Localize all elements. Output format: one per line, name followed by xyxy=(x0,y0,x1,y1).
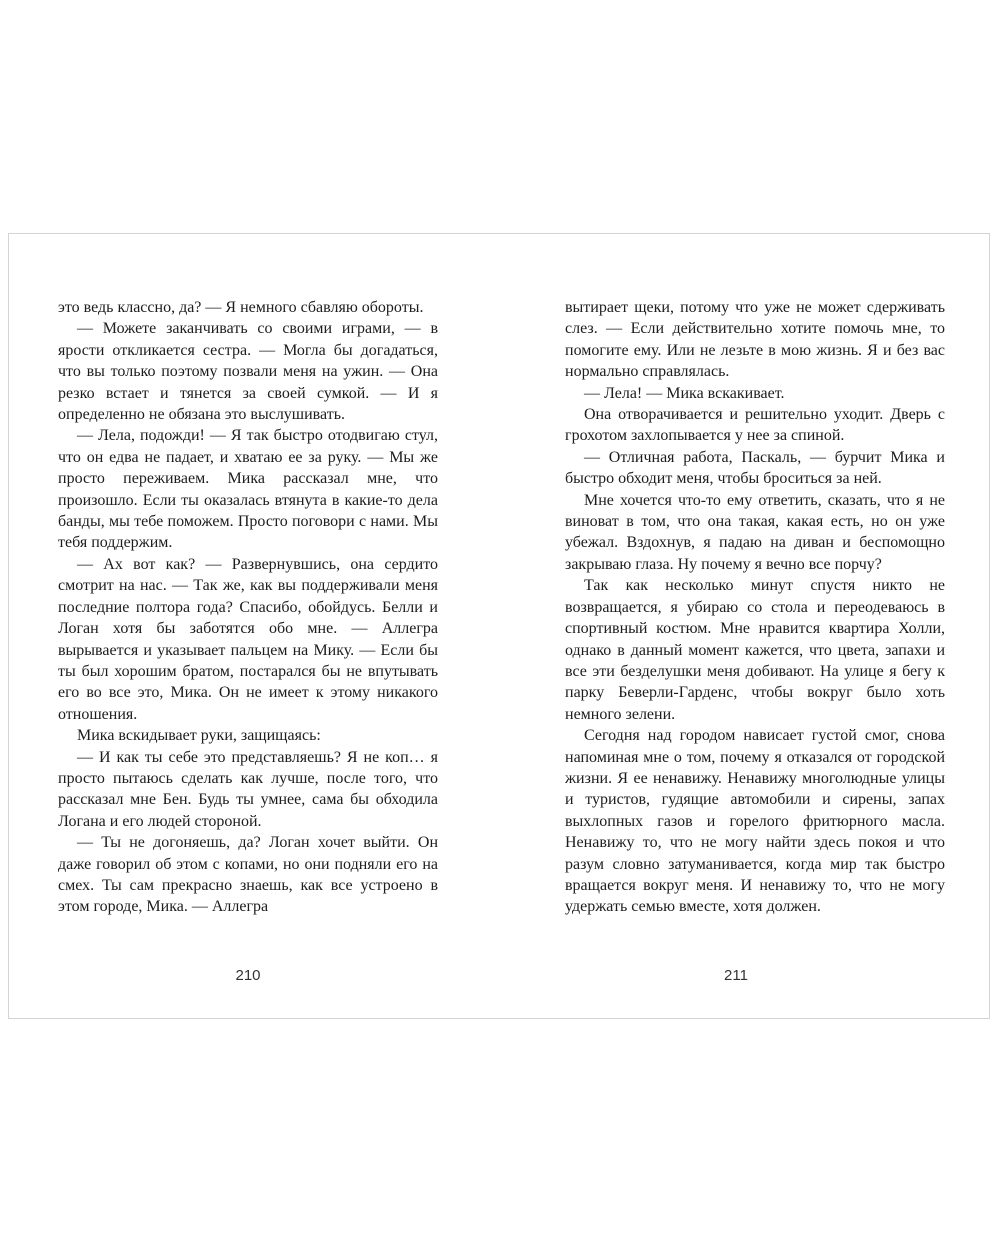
page-number-left: 210 xyxy=(235,967,261,984)
paragraph: — Лела! — Мика вскакивает. xyxy=(584,384,785,402)
left-page xyxy=(58,297,438,918)
paragraph: Мика вскидывает руки, защищаясь: xyxy=(77,727,321,745)
paragraph: вытирает щеки, потому что уже не может сдерживать слез. — Если действительно хотите помочь мне, то помогите ему. Или не лезьте в мою жизнь. Я и без вас нормально справлялась. xyxy=(565,299,945,381)
right-page xyxy=(565,297,945,918)
paragraph: — Ах вот как? — Развернувшись, она сердито смотрит на нас. — Так же, как вы поддерживали меня последние полтора года? Спасибо, обойдусь. Белли и Логан хотя бы заботятся обо мне. — Аллегра вырывается и указывает пальцем на Мику. — Если бы ты был хорошим братом, постарался бы не впутывать его во все это, Мика. Он не имеет к этому никакого отношения. xyxy=(58,555,438,723)
page-number-right: 211 xyxy=(724,967,748,984)
paragraph: это ведь классно, да? — Я немного сбавляю обороты. xyxy=(58,299,424,316)
paragraph: Так как несколько минут спустя никто не возвращается, я убираю со стола и переодеваюсь в спортивный костюм. Мне нравится квартира Холли, однако в данный момент кажется, что цвета, запахи и все эти безделушки меня добивают. На улице я бегу к парку Беверли-Гарденс, чтобы вокруг было хоть немного зелени. xyxy=(565,577,945,723)
paragraph: — Ты не догоняешь, да? Логан хочет выйти. Он даже говорил об этом с копами, но они подняли его на смех. Ты сам прекрасно знаешь, как все устроено в этом городе, Мика. — Аллегра xyxy=(58,834,438,916)
paragraph: — И как ты себе это представляешь? Я не коп… я просто пытаюсь сделать как лучше, после того, что рассказал мне Бен. Будь ты умнее, сама бы обходила Логана и его людей стороной. xyxy=(58,748,438,830)
book-spread xyxy=(8,233,990,1019)
paragraph: — Отличная работа, Паскаль, — бурчит Мика и быстро обходит меня, чтобы броситься за ней. xyxy=(565,448,945,488)
paragraph: Мне хочется что-то ему ответить, сказать, что я не виноват в том, что она такая, какая есть, но он уже убежал. Вздохнув, я падаю на диван и беспомощно закрываю глаза. Ну почему я вечно все порчу? xyxy=(565,491,945,573)
paragraph: — Можете заканчивать со своими играми, — в ярости откликается сестра. — Могла бы догадаться, что вы только поэтому позвали меня на ужин. — Она резко встает и тянется за своей сумкой. — И я определенно не обязана это выслушивать. xyxy=(58,320,438,424)
paragraph: — Лела, подожди! — Я так быстро отодвигаю стул, что он едва не падает, и хватаю ее за руку. — Мы же просто переживаем. Мика рассказал мне, что произошло. Если ты оказалась втянута в какие-то дела банды, мы тебе поможем. Просто поговори с нами. Мы тебя поддержим. xyxy=(58,427,438,552)
paragraph: Сегодня над городом нависает густой смог, снова напоминая мне о том, почему я отказался от городской жизни. Я ее ненавижу. Ненавижу многолюдные улицы и туристов, гудящие автомобили и сирены, запах выхлопных газов и горелого фритюрного масла. Ненавижу то, что не могу найти здесь покоя и что разум словно затуманивается, когда мир так быстро вращается вокруг меня. И ненавижу то, что не могу удержать семью вместе, хотя должен. xyxy=(565,727,945,916)
paragraph: Она отворачивается и решительно уходит. Дверь с грохотом захлопывается у нее за спиной. xyxy=(565,406,945,445)
